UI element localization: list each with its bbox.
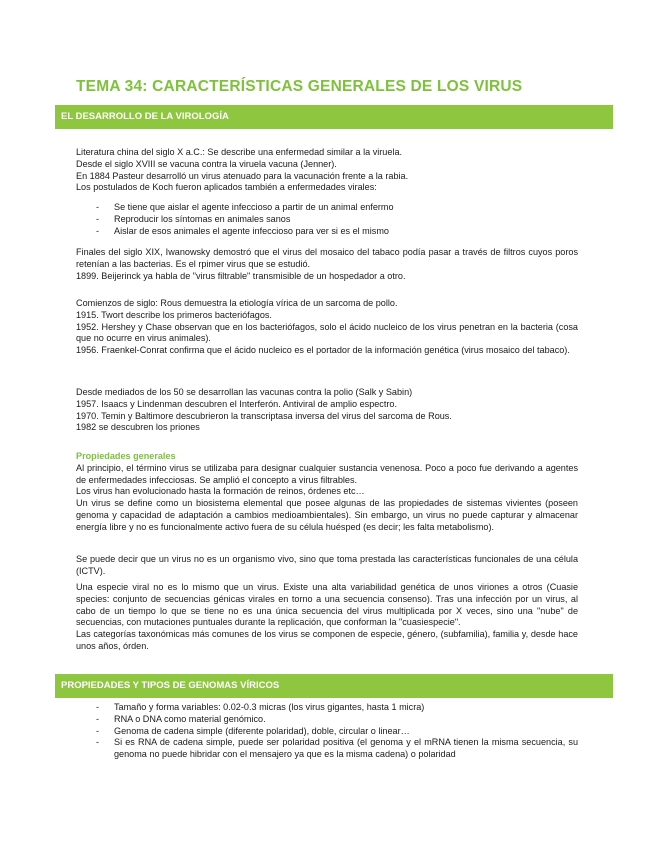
section-heading-virology-history: EL DESARROLLO DE LA VIROLOGÍA bbox=[55, 105, 613, 129]
list-item: - Se tiene que aislar el agente infeccioso a partir de un animal enfermo bbox=[76, 202, 578, 214]
paragraph-vaccines bbox=[76, 387, 578, 434]
paragraph-history-intro bbox=[76, 147, 578, 194]
subheading-general-properties: Propiedades generales bbox=[76, 451, 176, 461]
text-line: Las categorías taxonómicas más comunes de los virus se componen de especie, género, (subfamilia), familia y, desde hace unos años, órden. bbox=[76, 629, 578, 651]
list-item: - Aislar de esos animales el agente infeccioso para ver si es el mismo bbox=[76, 226, 578, 238]
text-line: Un virus se define como un biosistema elemental que posee algunas de las propiedades de sistemas vivientes (poseen genoma y capacidad de adaptación a cambios medioambientales). Sin embargo, un virus no puede capturar y almacenar energía libre y no es funcionalmente activo fuera de su célula huésped (es decir; les falta metabolismo). bbox=[76, 498, 578, 532]
text-line: 1982 se descubren los priones bbox=[76, 422, 200, 433]
list-item: - Tamaño y forma variables: 0.02-0.3 micras (los virus gigantes, hasta 1 micra) bbox=[76, 702, 578, 714]
text-line: Una especie viral no es lo mismo que un virus. Existe una alta variabilidad genética de unos viriones a otros (Cuasie species: conjunto de secuencias génicas virales en torno a una secuencia consenso). Tras una infección por un virus, al cabo de un tiempo lo que se tiene no es una única secuencia del virus multiplicada por X veces, sino una "nube" de secuencias, con mutaciones puntuales durante la replicación, que conforman la "cuasiespecie". bbox=[76, 582, 578, 628]
text-line: Los postulados de Koch fueron aplicados también a enfermedades virales: bbox=[76, 182, 377, 193]
document-title: TEMA 34: CARACTERÍSTICAS GENERALES DE LOS VIRUS bbox=[76, 78, 523, 95]
list-item: - Genoma de cadena simple (diferente polaridad), doble, circular o linear… bbox=[76, 726, 578, 738]
text-line: Finales del siglo XIX, Iwanowsky demostró que el virus del mosaico del tabaco podía pasar a través de filtros cuyos poros retenían a las bacterias. Es el rpimer virus que se estudió. bbox=[76, 247, 578, 269]
koch-postulates-list bbox=[76, 202, 578, 237]
text-line: Literatura china del siglo X a.C.: Se describe una enfermedad similar a la viruela. bbox=[76, 147, 403, 157]
paragraph-not-alive bbox=[76, 554, 578, 578]
text-line: En 1884 Pasteur desarrolló un virus atenuado para la vacunación frente a la rabia. bbox=[76, 170, 409, 181]
paragraph-iwanowsky bbox=[76, 247, 578, 282]
text-line: 1956. Fraenkel-Conrat confirma que el ácido nucleico es el portador de la información genética (virus mosaico del tabaco). bbox=[76, 345, 570, 356]
paragraph-early-century bbox=[76, 298, 578, 357]
text-line: 1970. Temin y Baltimore descubrieron la transcriptasa inversa del virus del sarcoma de Rous. bbox=[76, 410, 452, 421]
text-line: 1957. Isaacs y Lindenman descubren el Interferón. Antiviral de amplio espectro. bbox=[76, 398, 397, 409]
text-line: Los virus han evolucionado hasta la formación de reinos, órdenes etc… bbox=[76, 486, 365, 497]
text-line: Desde el siglo XVIII se vacuna contra la viruela vacuna (Jenner). bbox=[76, 158, 337, 169]
section-heading-genome-types: PROPIEDADES Y TIPOS DE GENOMAS VÍRICOS bbox=[55, 674, 613, 698]
text-line: Al principio, el término virus se utilizaba para designar cualquier sustancia venenosa. Poco a poco fue derivando a agentes de enfermedades infecciosas. Se amplió el concepto a virus filtrables. bbox=[76, 462, 578, 485]
text-line: Comienzos de siglo: Rous demuestra la etiología vírica de un sarcoma de pollo. bbox=[76, 298, 398, 308]
list-item: - Reproducir los síntomas en animales sanos bbox=[76, 214, 578, 226]
text-line: 1899. Beijerinck ya habla de "virus filtrable" transmisible de un hospedador a otro. bbox=[76, 270, 406, 281]
list-item: - RNA o DNA como material genómico. bbox=[76, 714, 578, 726]
genome-properties-list bbox=[76, 702, 578, 761]
paragraph-viral-species bbox=[76, 582, 578, 653]
text-line: Desde mediados de los 50 se desarrollan las vacunas contra la polio (Salk y Sabin) bbox=[76, 387, 413, 397]
list-item: - Si es RNA de cadena simple, puede ser polaridad positiva (el genoma y el mRNA tienen la misma secuencia, su genoma no puede hibridar con el mensajero ya que es la misma cadena) o polaridad bbox=[76, 737, 578, 761]
text-line: 1952. Hershey y Chase observan que en los bacteriófagos, solo el ácido nucleico de los virus penetran en la bacteria (cosa que no ocurre en virus animales). bbox=[76, 321, 578, 344]
paragraph-general-properties bbox=[76, 451, 578, 534]
text-line: Se puede decir que un virus no es un organismo vivo, sino que toma prestada las características funcionales de una célula (ICTV). bbox=[76, 554, 578, 576]
text-line: 1915. Twort describe los primeros bacteriófagos. bbox=[76, 309, 272, 320]
